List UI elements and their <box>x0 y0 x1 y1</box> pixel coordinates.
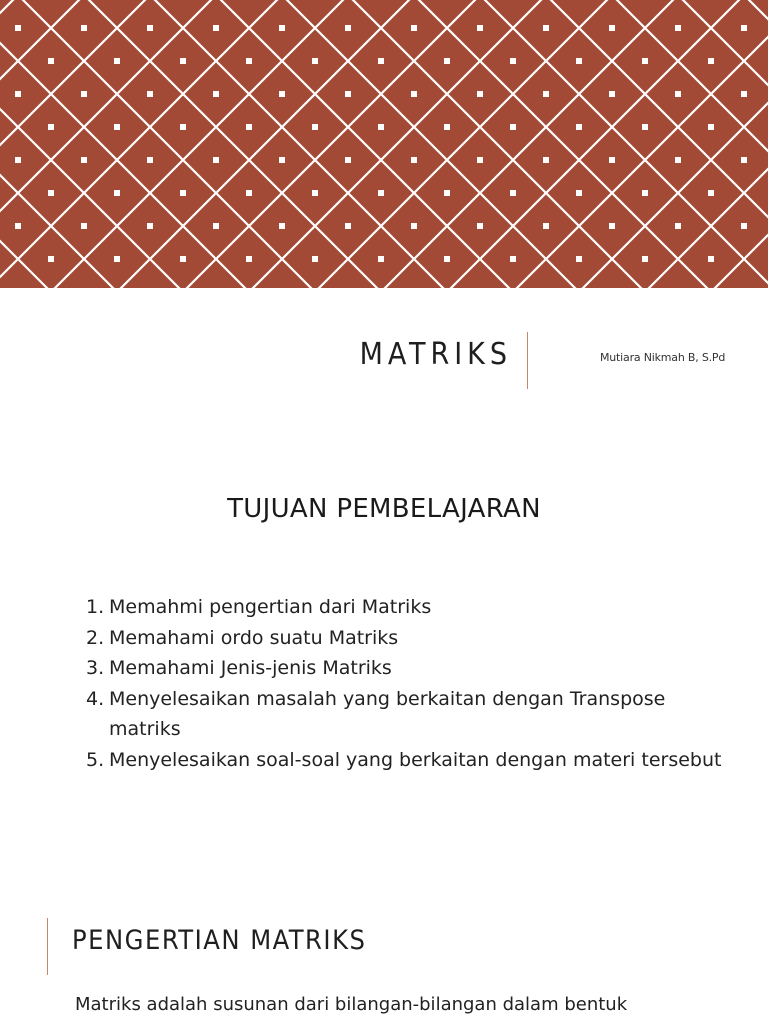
slide-title: MATRIKS <box>359 337 512 372</box>
list-item <box>82 745 722 776</box>
list-item-text: Menyelesaikan soal-soal yang berkaitan dengan materi tersebut <box>109 748 722 771</box>
definition-body-text: Matriks adalah susunan dari bilangan-bilangan dalam bentuk <box>75 994 628 1015</box>
author-name: Mutiara Nikmah B, S.Pd <box>600 351 726 364</box>
list-item <box>82 684 722 745</box>
list-item <box>82 592 722 623</box>
list-item-number: 3. <box>86 657 105 680</box>
list-item <box>82 653 722 684</box>
list-item-number: 2. <box>86 626 105 649</box>
heading-accent-bar <box>47 918 48 975</box>
list-item-number: 5. <box>86 748 105 771</box>
list-item-text: Memahami Jenis-jenis Matriks <box>109 657 392 680</box>
list-item-number: 4. <box>86 687 105 710</box>
learning-objectives-list <box>82 592 722 776</box>
list-item-number: 1. <box>86 596 105 618</box>
list-item-text: Menyelesaikan masalah yang berkaitan dengan Transpose matriks <box>109 687 666 741</box>
list-item-text: Memahmi pengertian dari Matriks <box>109 596 432 618</box>
list-item <box>82 623 722 654</box>
definition-heading: PENGERTIAN MATRIKS <box>72 925 367 956</box>
title-divider <box>527 332 528 389</box>
list-item-text: Memahami ordo suatu Matriks <box>109 626 399 649</box>
learning-objectives-heading: TUJUAN PEMBELAJARAN <box>227 494 541 524</box>
decorative-diamond-pattern <box>0 0 768 288</box>
